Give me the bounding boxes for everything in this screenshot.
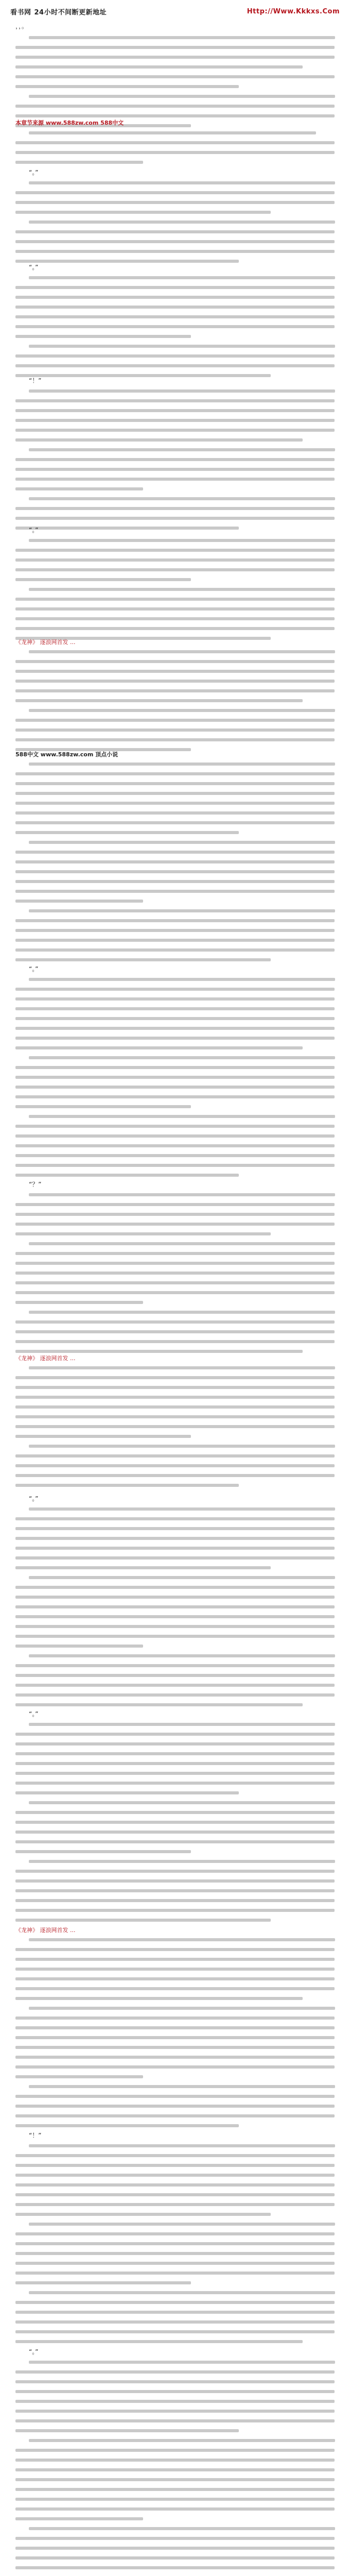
chapter-opening-snippet: ，，。 [15, 23, 28, 30]
source-watermark: 本章节来源 www.588zw.com 588中文 [15, 120, 124, 126]
paragraph-block [15, 181, 335, 269]
dialogue-line: “。” [29, 264, 39, 271]
paragraph-block [15, 539, 335, 647]
site-notice: 《龙神》 逐浪网首发 ... [15, 1927, 76, 1934]
paragraph-block [15, 1193, 335, 1360]
dialogue-line: “！” [29, 377, 42, 384]
paragraph-block [15, 762, 335, 968]
paragraph-block [15, 1366, 335, 1494]
dialogue-line: “。” [29, 1495, 39, 1502]
source-watermark: 588中文 www.588zw.com 顶点小说 [15, 751, 118, 758]
site-url-link[interactable]: Http://Www.Kkkxs.Com [247, 7, 340, 15]
paragraph-block [15, 978, 335, 1183]
paragraph-block [15, 1507, 335, 1713]
site-header-banner [10, 4, 340, 19]
paragraph-block [15, 2144, 335, 2350]
paragraph-block [15, 389, 335, 536]
dialogue-line: “！” [29, 2132, 42, 2139]
dialogue-line: “。” [29, 965, 39, 973]
dialogue-line: “。” [29, 169, 39, 176]
paragraph-block [15, 1723, 335, 1928]
paragraph-block [15, 1938, 335, 2134]
paragraph-block [15, 2361, 335, 2576]
paragraph-block [15, 650, 335, 758]
site-notice: 《龙神》 逐浪网首发 ... [15, 1355, 76, 1362]
paragraph-block [15, 131, 335, 171]
paragraph-block [15, 276, 335, 384]
dialogue-line: “。” [29, 527, 39, 534]
dialogue-line: “？” [29, 1181, 42, 1188]
site-notice: 《龙神》 逐浪网首发 ... [15, 639, 76, 646]
site-name: 看书网 [10, 8, 31, 16]
dialogue-line: “。” [29, 1710, 39, 1718]
banner-mid-text: 24小时不间断更新地址 [34, 8, 107, 16]
dialogue-line: “。” [29, 2348, 39, 2355]
